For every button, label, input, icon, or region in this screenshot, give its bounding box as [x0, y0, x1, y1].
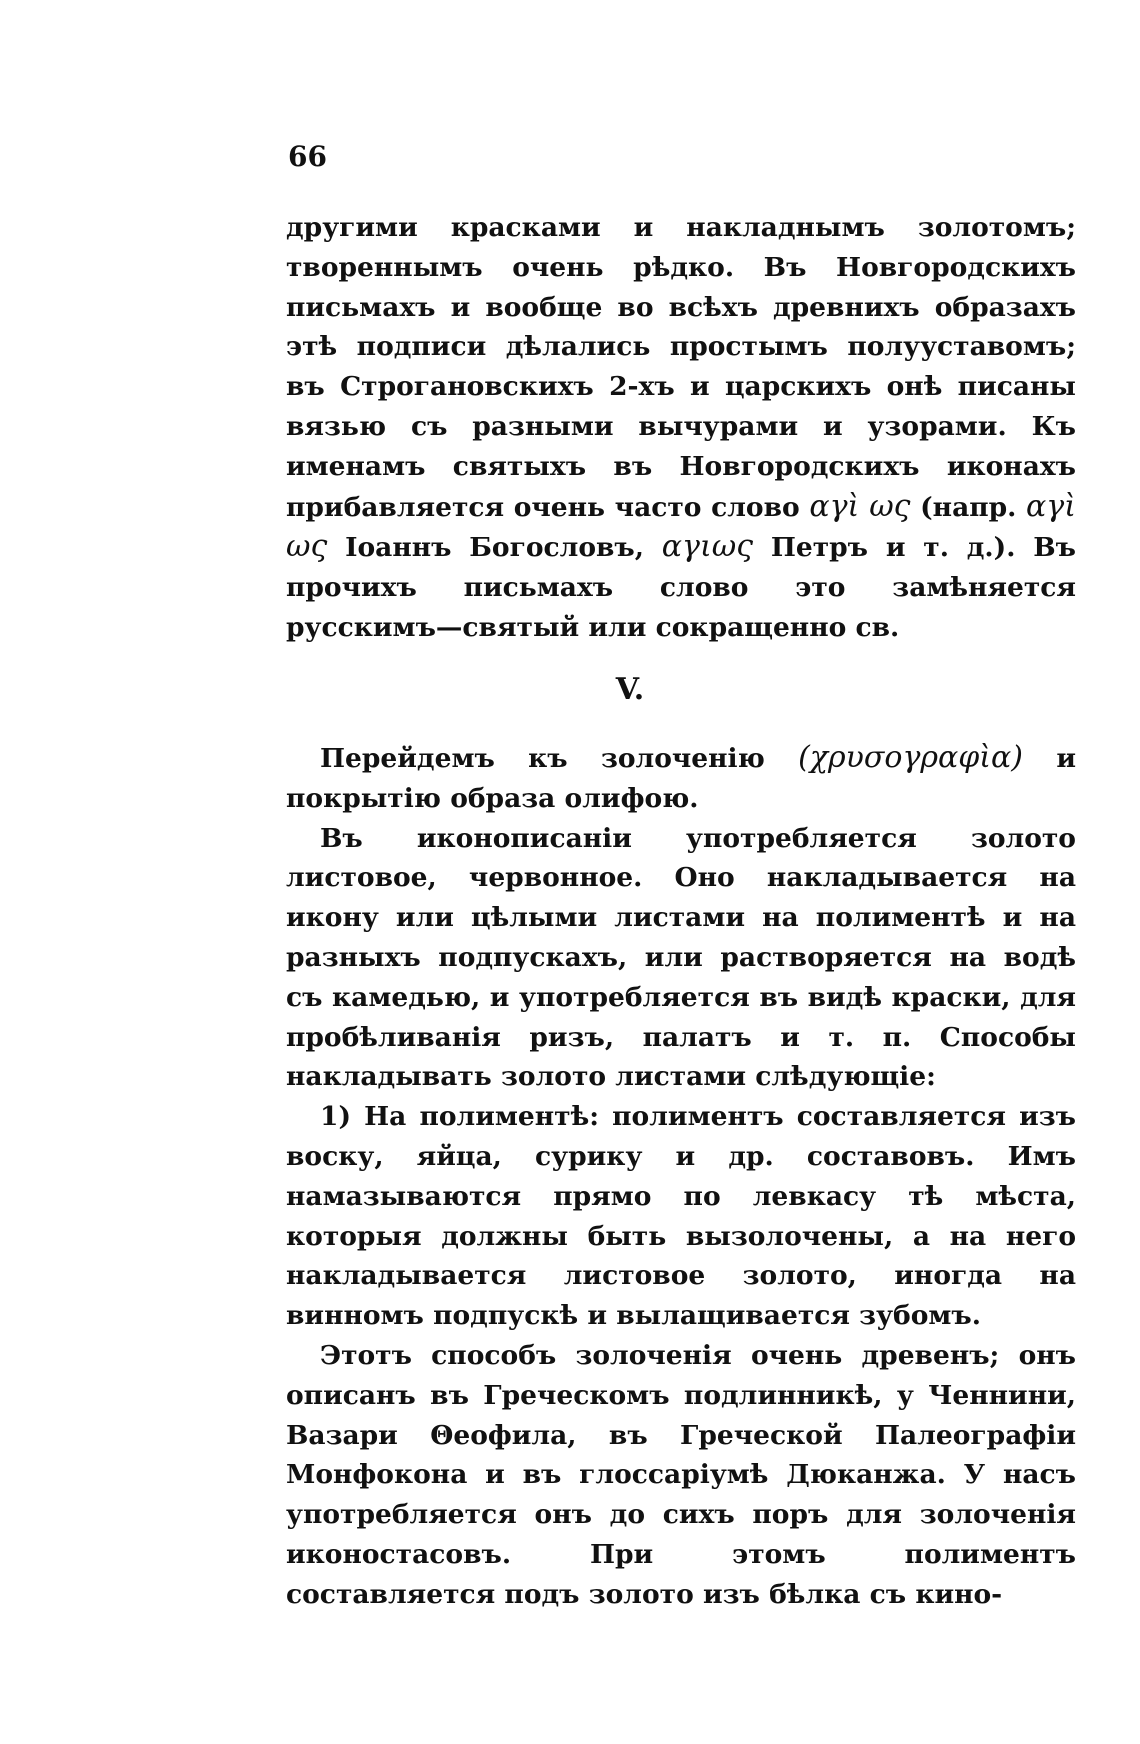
paragraph	[286, 208, 1076, 648]
text-block-bottom	[286, 738, 1076, 1615]
page-number: 66	[288, 140, 327, 173]
greek-word: αγιως	[661, 529, 754, 565]
section-heading: V.	[615, 672, 645, 707]
paragraph	[286, 819, 1076, 1098]
greek-word: (χρυσογραφὶα)	[798, 740, 1023, 775]
paragraph-text: (напр.	[910, 491, 1027, 523]
paragraph-text: другими красками и накладнымъ золотомъ; твореннымъ очень рѣдко. Въ Новгородскихъ письмахъ и вообще во всѣхъ древнихъ образахъ этѣ подписи дѣлались простымъ полууставомъ; въ Строгановскихъ 2-хъ и царскихъ онѣ писаны вязью съ разными вычурами и узорами. Къ именамъ святыхъ въ Новгородскихъ иконахъ прибавляется очень часто слово	[286, 212, 1076, 523]
paragraph-text: и покрытію образа олифою.	[286, 743, 1076, 814]
paragraph-text: Іоаннъ Богословъ,	[327, 532, 662, 564]
greek-word: αγὶ ως	[286, 488, 1076, 565]
text-block-top	[286, 208, 1076, 648]
paragraph-text: Перейдемъ къ золоченію	[320, 743, 799, 774]
paragraph	[286, 1336, 1076, 1615]
paragraph-text: Этотъ способъ золоченія очень древенъ; онъ описанъ въ Греческомъ подлинникѣ, у Ченнини, Вазари Θеофила, въ Греческой Палеографіи Монфокона и въ глоссаріумѣ Дюканжа. У насъ употребляется онъ до сихъ поръ для золоченія иконостасовъ. При этомъ полиментъ составляется подъ золото изъ бѣлка съ кино-	[286, 1339, 1076, 1610]
paragraph	[286, 738, 1076, 819]
paragraph	[286, 1097, 1076, 1336]
paragraph-text: 1) На полиментѣ: полиментъ составляется изъ воску, яйца, сурику и др. составовъ. Имъ намазываются прямо по левкасу тѣ мѣста, которыя должны быть вызолочены, а на него накладывается листовое золото, иногда на винномъ подпускѣ и вылащивается зубомъ.	[286, 1101, 1076, 1332]
greek-word: αγὶ ως	[809, 488, 911, 524]
paragraph-text: Въ иконописаніи употребляется золото листовое, червонное. Оно накладывается на икону или цѣлыми листами на полиментѣ и на разныхъ подпускахъ, или растворяется на водѣ съ камедью, и употребляется въ видѣ краски, для пробѣливанія ризъ, палатъ и т. п. Способы накладывать золото листами слѣдующіе:	[286, 822, 1076, 1093]
paragraph-text: Петръ и т. д.). Въ прочихъ письмахъ слово это замѣняется русскимъ—святый или сокращенно св.	[286, 532, 1076, 643]
